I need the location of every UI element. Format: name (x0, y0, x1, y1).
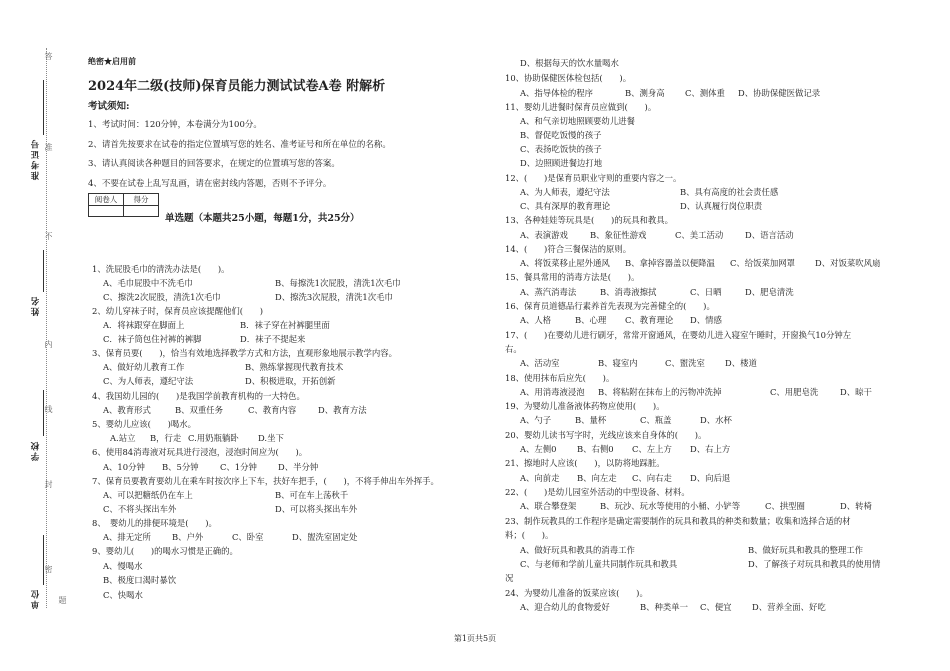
option: A、和气亲切地照顾要幼儿进餐 (520, 116, 635, 126)
option: C．袜子筒包住衬裤的裤脚 (103, 334, 202, 344)
option: D、可以将头探出车外 (275, 504, 358, 514)
option: B、5分钟 (162, 462, 199, 472)
question-stem: 19、为婴幼儿准备液体药物应使用( )。 (505, 401, 665, 411)
option: B，行走 (150, 433, 182, 443)
option: C、测体重 (685, 88, 725, 98)
question-stem: 6、使用84消毒液对玩具进行浸泡，浸泡时间应为( )。 (92, 447, 308, 457)
question-stem: 11、婴幼儿进餐时保育员应做到( )。 (505, 102, 657, 112)
school-line (43, 390, 44, 436)
score-blank[interactable] (124, 206, 159, 217)
option: A、勺子 (520, 415, 552, 425)
option: D、擦洗3次屁股，清洗1次毛巾 (275, 292, 393, 302)
option: B、心理 (575, 315, 607, 325)
option: A、联合攀登架 (520, 501, 577, 511)
option: B、做好玩具和教具的整理工作 (748, 545, 864, 555)
option: C、不将头探出车外 (103, 504, 177, 514)
option: D、对饭菜吹风扇 (815, 258, 881, 268)
option: C、拱型圈 (765, 501, 805, 511)
option: 右。 (505, 344, 522, 354)
section-heading: 单选题（本题共25小题，每题1分，共25分） (165, 213, 360, 224)
option: D、认真履行岗位职责 (680, 201, 763, 211)
confidential-mark: 绝密★启用前 (88, 56, 136, 66)
option: D．袜子不提起来 (240, 334, 306, 344)
option: A、蒸汽消毒法 (520, 287, 577, 297)
option: A、做好玩具和教具的消毒工作 (520, 545, 635, 555)
notice-item: 2、请首先按要求在试卷的指定位置填写您的姓名、准考证号和所在单位的名称。 (88, 140, 391, 150)
notice-item: 4、不要在试卷上乱写乱画，请在密封线内答题，否则不予评分。 (88, 179, 332, 189)
option: C、为人师表，遵纪守法 (103, 376, 194, 386)
option: D、积极进取，开拓创新 (245, 376, 336, 386)
option: D、半分钟 (278, 462, 319, 472)
question-stem: 1、洗屁股毛巾的清洗办法是( )。 (92, 264, 230, 274)
option: D.坐下 (258, 433, 284, 443)
exam-number-label: 准考证号 (31, 138, 41, 180)
question-stem: 13、各种娃娃等玩具是( )的玩具和教具。 (505, 215, 673, 225)
question-stem: 20、婴幼儿读书写字时，光线应该来自身体的( )。 (505, 430, 707, 440)
option: B、种类单一 (640, 602, 689, 612)
option: A、可以把糖纸仍在车上 (103, 490, 193, 500)
option: B、向左走 (577, 473, 617, 483)
option: A．将袜跟穿在脚面上 (103, 320, 185, 330)
option: A、迎合幼儿的食物爱好 (520, 602, 610, 612)
option: B、可在车上荡秋千 (275, 490, 349, 500)
question-stem: 15、餐具常用的消毒方法是( )。 (505, 272, 640, 282)
option: B、拿掉容器盖以便降温 (625, 258, 715, 268)
option: C、表扬吃饭快的孩子 (520, 144, 602, 154)
question-stem: 23、制作玩教具的工作程序是确定需要制作的玩具和教具的种类和数量；收集和选择合适的材 (505, 516, 851, 526)
school-label: 学校 (31, 440, 41, 461)
option: C、快喝水 (103, 590, 143, 600)
option: B、右侧0 (577, 444, 614, 454)
option: C、具有深厚的教育理论 (520, 201, 611, 211)
question-stem: 22、( )是幼儿园室外活动的中型设备、材料。 (505, 487, 690, 497)
option: A、表演游戏 (520, 230, 568, 240)
name-label: 姓名 (31, 295, 41, 316)
notice-item: 1、考试时间：120分钟，本卷满分为100分。 (88, 120, 262, 130)
question-stem: 7、保育员要教育要幼儿在乘车时按次序上下车，扶好车把手，( )，不将手伸出车外挥手。 (92, 476, 439, 486)
option: B、寝室内 (598, 358, 638, 368)
score-cell: 得分 (124, 194, 159, 206)
option: D、教育方法 (318, 405, 367, 415)
option: 况 (505, 573, 514, 583)
exam-number-line (43, 80, 44, 135)
option: C、美工活动 (675, 230, 724, 240)
option: B、将粘附在抹布上的污物冲洗掉 (598, 387, 722, 397)
option: D、转椅 (840, 501, 872, 511)
option: D、情感 (690, 315, 722, 325)
seal-mark-bu: 不 (44, 232, 53, 240)
option: A.站立 (110, 433, 136, 443)
option: A、左侧0 (520, 444, 557, 454)
option: A、毛巾屁股中不洗毛巾 (103, 278, 193, 288)
option: B、户外 (172, 532, 204, 542)
option: C、用肥皂洗 (770, 387, 819, 397)
option: A、为人师表，遵纪守法 (520, 187, 610, 197)
option: D、边照顾进餐边打地 (520, 158, 603, 168)
option: B、象征性游戏 (590, 230, 647, 240)
name-line (43, 250, 44, 292)
option: D、语言活动 (745, 230, 794, 240)
option: C、教育内容 (248, 405, 297, 415)
option: C、便宜 (700, 602, 732, 612)
option: B、消毒液擦拭 (600, 287, 657, 297)
seal-mark-nei: 内 (44, 340, 53, 348)
unit-line (43, 535, 44, 585)
question-stem: 14、( )符合三餐保洁的原则。 (505, 244, 632, 254)
option: 料；( )。 (505, 530, 554, 540)
option: A、将饭菜移止屋外通风 (520, 258, 610, 268)
option: C、左上方 (632, 444, 672, 454)
question-stem: 24、为婴幼儿准备的饭菜应该( )。 (505, 588, 648, 598)
option: D、盥洗室固定处 (292, 532, 358, 542)
question-stem: 4、我国幼儿园的( )是我国学前教育机构的一大特色。 (92, 391, 305, 401)
option: B．袜子穿在衬裤腿里面 (240, 320, 330, 330)
seal-mark-xian: 线 (44, 405, 53, 413)
option: D、向后退 (690, 473, 731, 483)
option: C.用奶瓶躺卧 (188, 433, 239, 443)
option: A、活动室 (520, 358, 560, 368)
question-stem: 9、婴幼儿( )的喝水习惯是正确的。 (92, 546, 238, 556)
notice-heading: 考试须知: (88, 101, 130, 112)
option: A、慢喝水 (103, 561, 143, 571)
option: C、日晒 (690, 287, 722, 297)
notice-item: 3、请认真阅读各种题目的回答要求，在规定的位置填写您的答案。 (88, 159, 340, 169)
question-stem: 8、 婴幼儿的排便环境是( )。 (92, 518, 217, 528)
option: D、营养全面、好吃 (752, 602, 826, 612)
option: A、做好幼儿教育工作 (103, 362, 185, 372)
option: C、擦洗2次屁股，清洗1次毛巾 (103, 292, 221, 302)
option: B、玩沙、玩水等使用的小桶、小铲等 (600, 501, 741, 511)
question-stem: 18、使用抹布后应先( )。 (505, 373, 615, 383)
option: C、卧室 (232, 532, 264, 542)
option: D、楼道 (725, 358, 757, 368)
option: C、盥洗室 (665, 358, 705, 368)
option: B、双重任务 (175, 405, 224, 415)
seal-mark-da: 答 (44, 52, 53, 60)
seal-mark-zhun: 准 (44, 143, 53, 151)
option: D、肥皂清洗 (745, 287, 794, 297)
seal-mark-mi: 密 (44, 565, 53, 573)
question-stem: 12、( )是保育员职业守则的重要内容之一。 (505, 173, 682, 183)
option: D、水杯 (700, 415, 732, 425)
option: A、指导体检的程序 (520, 88, 594, 98)
seal-line (46, 48, 47, 608)
option: A、教育形式 (103, 405, 151, 415)
page-footer: 第1页共5页 (453, 634, 497, 643)
question-stem: 2、幼儿穿袜子时，保育员应该提醒他们( ) (92, 306, 263, 316)
option: C、1分钟 (220, 462, 257, 472)
exam-title: 2024年二级(技师)保育员能力测试试卷A卷 附解析 (88, 79, 386, 94)
seal-mark-feng: 封 (44, 480, 53, 488)
option: D、右上方 (690, 444, 731, 454)
option: B、测身高 (625, 88, 665, 98)
option: A、向前走 (520, 473, 560, 483)
question-stem: 16、保育员道德品行素养首先表现为完善健全的( )。 (505, 301, 715, 311)
option: D、根据每天的饮水量喝水 (520, 58, 619, 68)
grader-blank[interactable] (89, 206, 124, 217)
question-stem: 17、( )在婴幼儿进行刷牙，常常开窗通风，在婴幼儿进入寝室午睡时，开窗换气10分钟左 (505, 330, 852, 340)
question-stem: 10、协助保健医体检包括( )。 (505, 73, 632, 83)
option: B、极度口渴时暴饮 (103, 575, 177, 585)
option: C、给饭菜加网罩 (730, 258, 796, 268)
option: B、督促吃饭慢的孩子 (520, 130, 602, 140)
option: B、具有高度的社会责任感 (680, 187, 779, 197)
option: C、瓶盖 (640, 415, 672, 425)
score-table (88, 193, 159, 217)
question-stem: 5、婴幼儿应该( )喝水。 (92, 419, 196, 429)
option: A、用消毒液浸泡 (520, 387, 585, 397)
option: B、熟练掌握现代教育技术 (245, 362, 344, 372)
option: C、向右走 (632, 473, 672, 483)
option: D、了解孩子对玩具和教具的使用情 (748, 559, 881, 569)
seal-mark-ti: 题 (58, 596, 67, 604)
option: D、晾干 (840, 387, 872, 397)
grader-cell: 阅卷人 (89, 194, 124, 206)
option: B、量杯 (575, 415, 607, 425)
unit-label: 单位 (31, 588, 41, 609)
option: A、排无定所 (103, 532, 151, 542)
option: B、每擦洗1次屁股，清洗1次毛巾 (275, 278, 401, 288)
option: C、与老师和学前儿童共同制作玩具和教具 (520, 559, 678, 569)
option: D、协助保健医做记录 (738, 88, 821, 98)
question-stem: 21、擦地时人应该( )，以防将地踩脏。 (505, 458, 665, 468)
option: A、人格 (520, 315, 552, 325)
question-stem: 3、保育员要( )，恰当有效地选择教学方式和方法，直观形象地展示教学内容。 (92, 348, 397, 358)
option: A、10分钟 (103, 462, 145, 472)
option: C、教育理论 (625, 315, 674, 325)
